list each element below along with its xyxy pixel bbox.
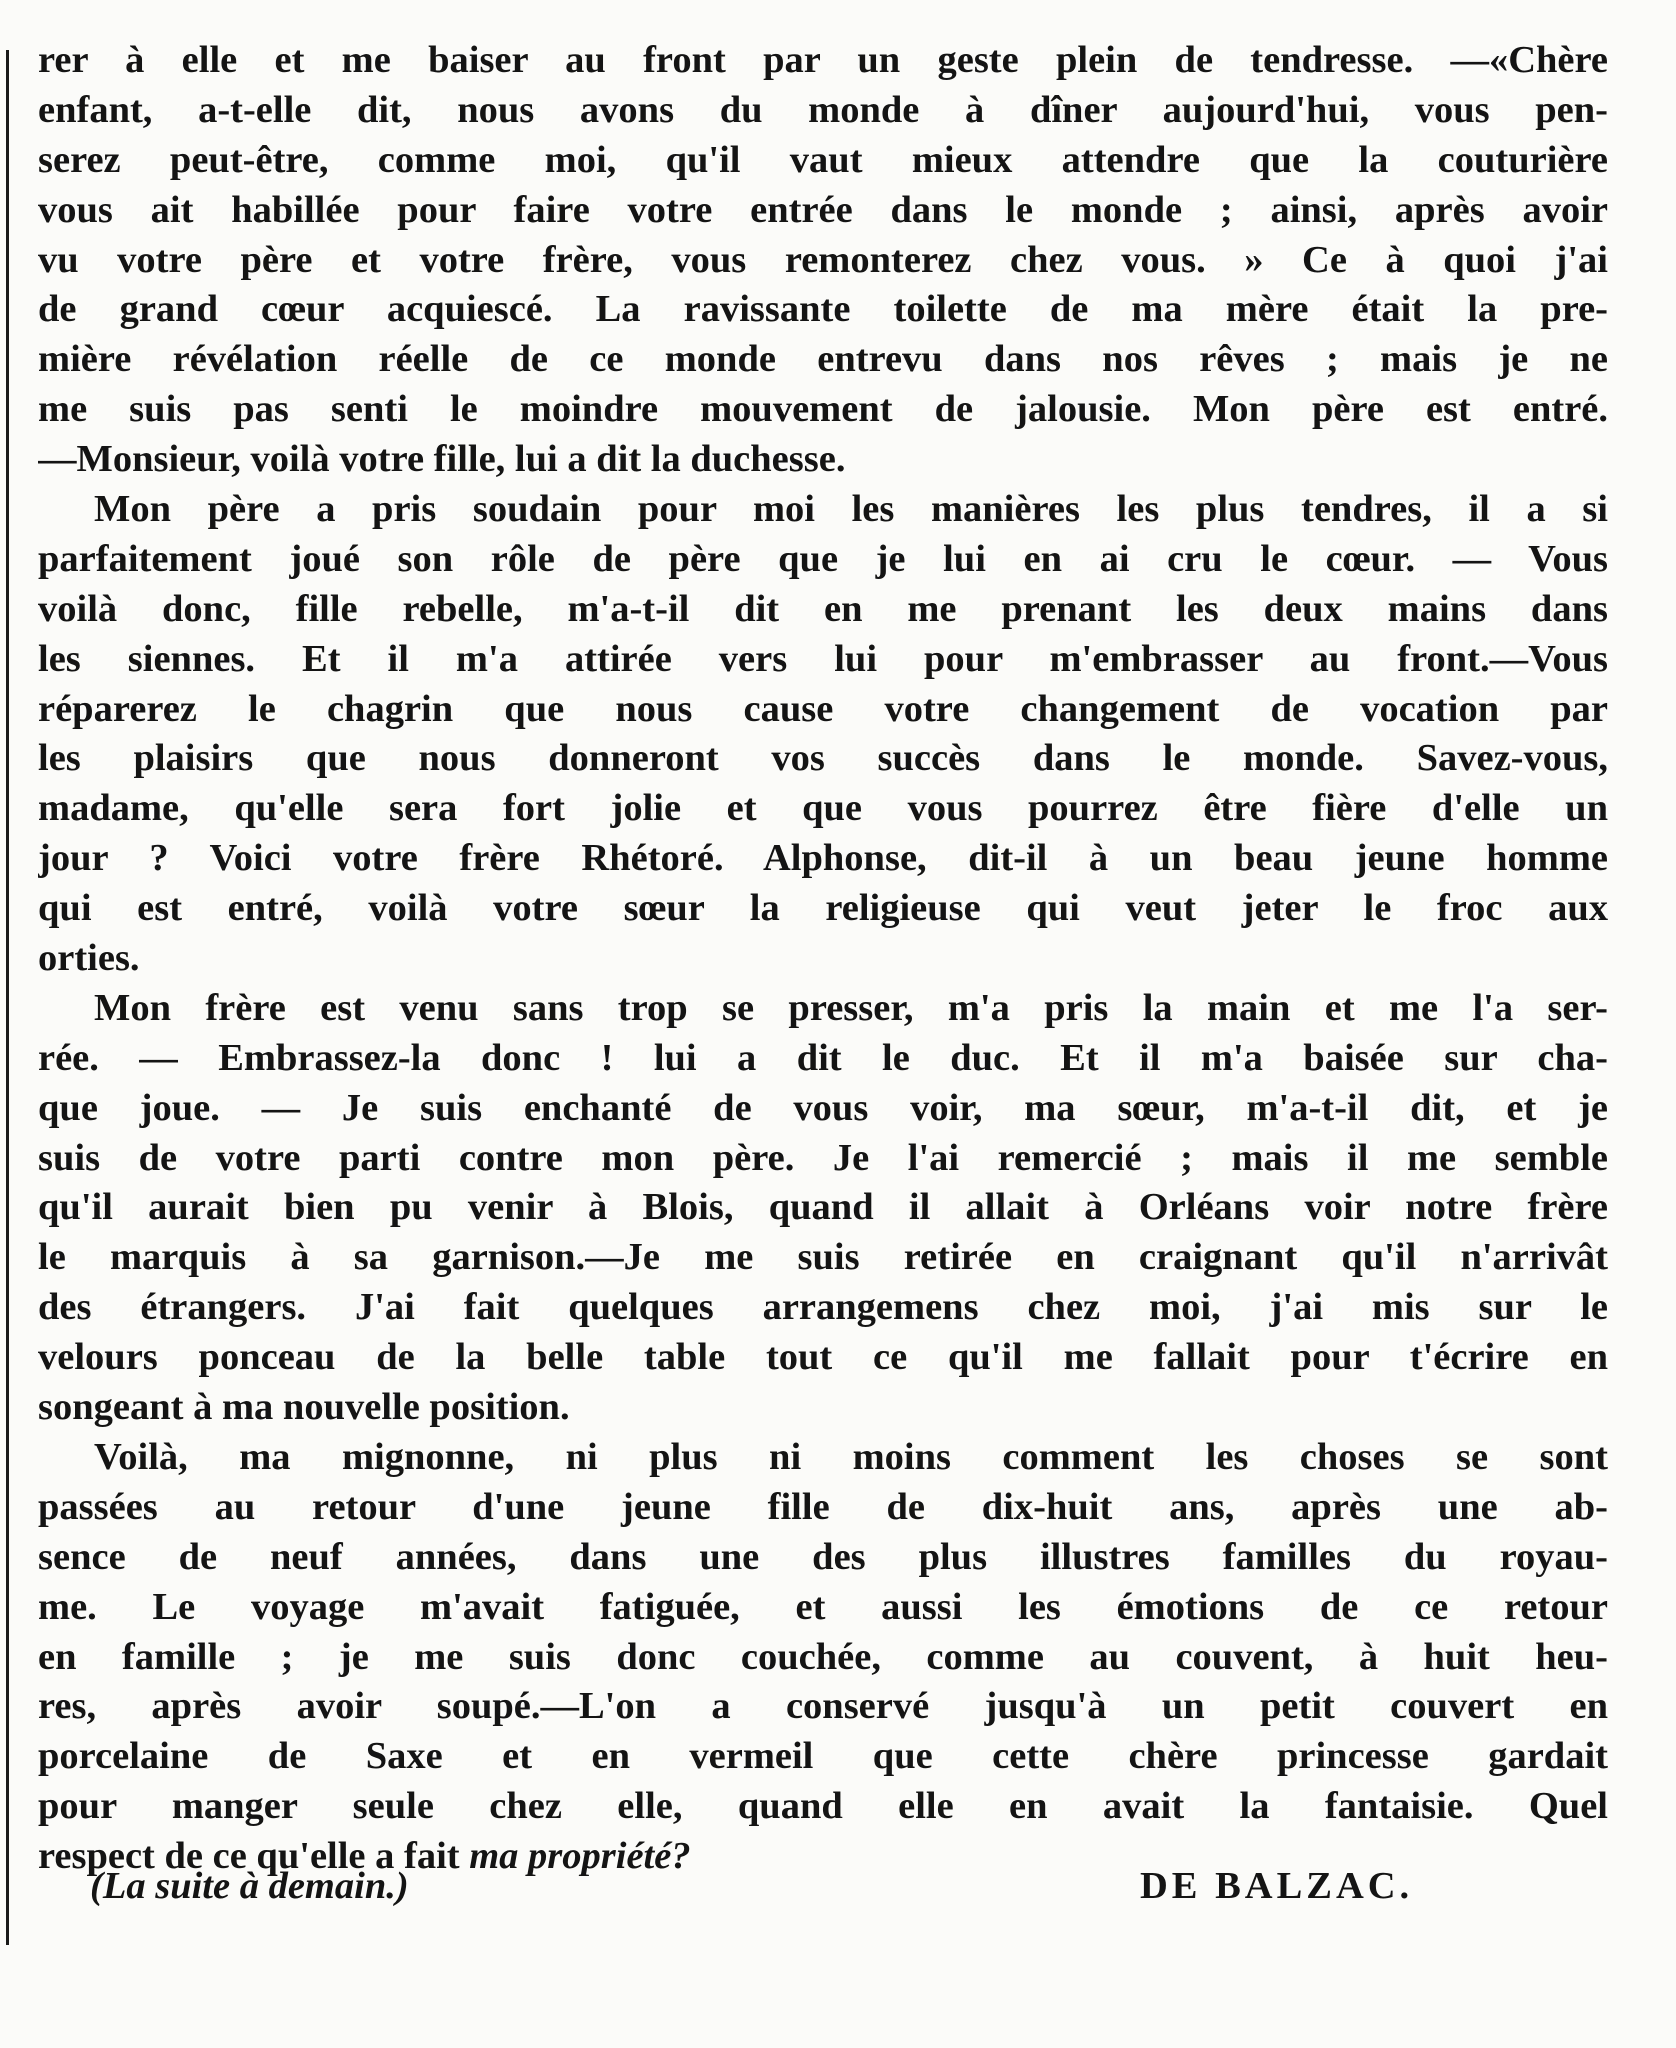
paragraph-start-line: Mon frère est venu sans trop se presser, m'a pris la main et me l'a ser- [94,986,1608,1029]
text-line: jour ? Voici votre frère Rhétoré. Alphonse, dit-il à un beau jeune homme [38,837,1608,880]
text-line: passées au retour d'une jeune fille de dix-huit ans, après une ab- [38,1485,1608,1528]
text-line: réparerez le chagrin que nous cause votre changement de vocation par [38,687,1608,730]
closing-line-italic: ma propriété? [469,1835,691,1878]
text-line: songeant à ma nouvelle position. [38,1386,570,1429]
text-line: enfant, a-t-elle dit, nous avons du monde à dîner aujourd'hui, vous pen- [38,88,1608,131]
text-line: me suis pas senti le moindre mouvement de jalousie. Mon père est entré. [38,388,1608,431]
text-line: des étrangers. J'ai fait quelques arrangemens chez moi, j'ai mis sur le [38,1286,1608,1329]
text-line: pour manger seule chez elle, quand elle en avait la fantaisie. Quel [38,1785,1608,1828]
text-line: voilà donc, fille rebelle, m'a-t-il dit en me prenant les deux mains dans [38,587,1608,630]
closing-line-roman: respect de ce qu'elle a fait [38,1835,470,1878]
text-line: vu votre père et votre frère, vous remonterez chez vous. » Ce à quoi j'ai [38,238,1608,281]
text-line: qui est entré, voilà votre sœur la religieuse qui veut jeter le froc aux [38,887,1608,930]
text-line: en famille ; je me suis donc couchée, comme au couvent, à huit heu- [38,1635,1608,1678]
text-line: parfaitement joué son rôle de père que je lui en ai cru le cœur. — Vous [38,537,1608,580]
column-rule [6,50,9,1945]
paragraph-start-line: Voilà, ma mignonne, ni plus ni moins comment les choses se sont [94,1435,1608,1478]
signoff [0,1864,1676,1914]
author-signature: DE BALZAC. [1140,1865,1414,1907]
text-column [38,36,1608,1882]
text-line: res, après avoir soupé.—L'on a conservé jusqu'à un petit couvert en [38,1685,1608,1728]
text-line: —Monsieur, voilà votre fille, lui a dit la duchesse. [38,438,846,481]
text-line: velours ponceau de la belle table tout ce qu'il me fallait pour t'écrire en [38,1336,1608,1379]
text-line: sence de neuf années, dans une des plus illustres familles du royau- [38,1535,1608,1578]
text-line: orties. [38,937,140,980]
text-line: me. Le voyage m'avait fatiguée, et aussi les émotions de ce retour [38,1585,1608,1628]
text-line: serez peut-être, comme moi, qu'il vaut mieux attendre que la couturière [38,138,1608,181]
text-line: de grand cœur acquiescé. La ravissante toilette de ma mère était la pre- [38,288,1608,331]
paragraph-start-line: Mon père a pris soudain pour moi les manières les plus tendres, il a si [94,488,1608,531]
continuation-note: (La suite à demain.) [90,1865,409,1907]
text-line: porcelaine de Saxe et en vermeil que cette chère princesse gardait [38,1735,1608,1778]
text-line: le marquis à sa garnison.—Je me suis retirée en craignant qu'il n'arrivât [38,1236,1608,1279]
text-line: suis de votre parti contre mon père. Je l'ai remercié ; mais il me semble [38,1136,1608,1179]
text-line: mière révélation réelle de ce monde entrevu dans nos rêves ; mais je ne [38,338,1608,381]
text-line: qu'il aurait bien pu venir à Blois, quand il allait à Orléans voir notre frère [38,1186,1608,1229]
text-line: que joue. — Je suis enchanté de vous voir, ma sœur, m'a-t-il dit, et je [38,1086,1608,1129]
text-line: les plaisirs que nous donneront vos succès dans le monde. Savez-vous, [38,737,1608,780]
text-line: madame, qu'elle sera fort jolie et que vous pourrez être fière d'elle un [38,787,1608,830]
text-line: rer à elle et me baiser au front par un geste plein de tendresse. —«Chère [38,39,1608,81]
text-line: les siennes. Et il m'a attirée vers lui pour m'embrasser au front.—Vous [38,637,1608,680]
text-line: vous ait habillée pour faire votre entrée dans le monde ; ainsi, après avoir [38,188,1608,231]
text-line: rée. — Embrassez-la donc ! lui a dit le duc. Et il m'a baisée sur cha- [38,1036,1608,1079]
